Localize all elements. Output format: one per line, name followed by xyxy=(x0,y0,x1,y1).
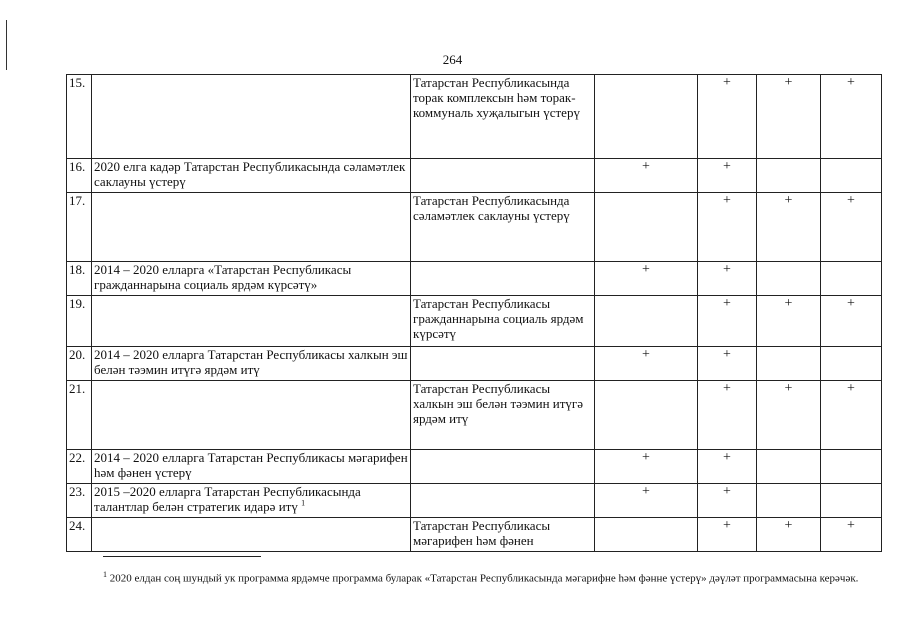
program-title-cell xyxy=(92,518,411,552)
table-row xyxy=(67,262,882,296)
row-number: 24. xyxy=(67,518,92,552)
plus-mark-cell xyxy=(821,450,882,484)
plus-mark-cell: + xyxy=(821,75,882,159)
plus-mark-cell xyxy=(757,159,821,193)
plus-mark-cell xyxy=(757,484,821,518)
plus-mark-cell: + xyxy=(698,159,757,193)
footnote-rule xyxy=(103,556,261,557)
plus-mark-cell xyxy=(595,296,698,347)
program-title-cell xyxy=(92,484,411,518)
subprogram-title-cell xyxy=(411,262,595,296)
plus-mark-cell xyxy=(757,450,821,484)
program-title-cell xyxy=(92,450,411,484)
row-number: 19. xyxy=(67,296,92,347)
page-number: 264 xyxy=(442,52,463,67)
table-row xyxy=(67,484,882,518)
row-number: 23. xyxy=(67,484,92,518)
plus-mark-cell: + xyxy=(698,450,757,484)
plus-mark-cell xyxy=(595,381,698,450)
program-table xyxy=(66,74,882,552)
plus-mark-cell: + xyxy=(698,484,757,518)
table-row xyxy=(67,159,882,193)
plus-mark-cell: + xyxy=(698,193,757,262)
plus-mark-cell: + xyxy=(595,450,698,484)
footnote-reference: 1 xyxy=(301,498,306,508)
plus-mark-cell: + xyxy=(757,518,821,552)
program-title-cell xyxy=(92,159,411,193)
plus-mark-cell xyxy=(595,193,698,262)
plus-mark-cell: + xyxy=(821,193,882,262)
program-title-cell xyxy=(92,381,411,450)
row-number: 22. xyxy=(67,450,92,484)
plus-mark-cell: + xyxy=(698,75,757,159)
plus-mark-cell: + xyxy=(595,159,698,193)
table-row xyxy=(67,450,882,484)
row-number: 18. xyxy=(67,262,92,296)
plus-mark-cell: + xyxy=(757,296,821,347)
table-row xyxy=(67,75,882,159)
row-number: 21. xyxy=(67,381,92,450)
table-row xyxy=(67,193,882,262)
plus-mark-cell: + xyxy=(757,75,821,159)
plus-mark-cell xyxy=(595,75,698,159)
plus-mark-cell: + xyxy=(698,347,757,381)
subprogram-title-cell xyxy=(411,450,595,484)
plus-mark-cell: + xyxy=(698,262,757,296)
footnote xyxy=(103,566,863,588)
plus-mark-cell: + xyxy=(821,518,882,552)
program-title-cell xyxy=(92,75,411,159)
subprogram-title-cell: Татарстан Республикасы гражданнарына социаль ярдәм күрсәтү xyxy=(411,296,595,347)
plus-mark-cell: + xyxy=(698,381,757,450)
plus-mark-cell xyxy=(757,347,821,381)
plus-mark-cell: + xyxy=(595,347,698,381)
plus-mark-cell: + xyxy=(698,518,757,552)
plus-mark-cell xyxy=(757,262,821,296)
program-title-cell xyxy=(92,296,411,347)
row-number: 17. xyxy=(67,193,92,262)
row-number: 15. xyxy=(67,75,92,159)
footnote-marker: 1 xyxy=(103,570,107,579)
subprogram-title-cell: Татарстан Республикасында сәламәтлек саклауны үстерү xyxy=(411,193,595,262)
subprogram-title-cell: Татарстан Республикасында торак комплексын һәм торак-коммуналь хуҗалыгын үстерү xyxy=(411,75,595,159)
plus-mark-cell: + xyxy=(757,381,821,450)
plus-mark-cell xyxy=(821,347,882,381)
row-number: 16. xyxy=(67,159,92,193)
subprogram-title-cell xyxy=(411,484,595,518)
table-row xyxy=(67,347,882,381)
subprogram-title-cell: Татарстан Республикасы халкын эш белән тәэмин итүгә ярдәм итү xyxy=(411,381,595,450)
subprogram-title-cell xyxy=(411,159,595,193)
plus-mark-cell: + xyxy=(757,193,821,262)
program-title: 2014 – 2020 елларга «Татарстан Республикасы гражданнарына социаль ярдәм күрсәтү» xyxy=(94,262,352,292)
program-title: 2015 –2020 елларга Татарстан Республикасында талантлар белән стратегик идарә итү xyxy=(94,484,361,514)
program-title-cell xyxy=(92,347,411,381)
plus-mark-cell: + xyxy=(595,262,698,296)
table-row xyxy=(67,381,882,450)
plus-mark-cell: + xyxy=(821,381,882,450)
program-title: 2014 – 2020 елларга Татарстан Республикасы мәгарифен һәм фәнен үстерү xyxy=(94,450,408,480)
program-title-cell xyxy=(92,193,411,262)
subprogram-title-cell xyxy=(411,347,595,381)
plus-mark-cell: + xyxy=(698,296,757,347)
plus-mark-cell: + xyxy=(595,484,698,518)
program-title: 2020 елга кадәр Татарстан Республикасында сәламәтлек саклауны үстерү xyxy=(94,159,406,189)
plus-mark-cell xyxy=(821,262,882,296)
subprogram-title-cell: Татарстан Республикасы мәгарифен һәм фәнен xyxy=(411,518,595,552)
program-title-cell xyxy=(92,262,411,296)
plus-mark-cell xyxy=(595,518,698,552)
plus-mark-cell xyxy=(821,484,882,518)
footnote-text: 2020 елдан соң шундый ук программа ярдәмче программа буларак «Татарстан Республикасында мәгарифне һәм фәнне үстерү» дәүләт программасына керәчәк. xyxy=(107,572,859,585)
plus-mark-cell: + xyxy=(821,296,882,347)
program-title: 2014 – 2020 елларга Татарстан Республикасы халкын эш белән тәэмин итүгә ярдәм итү xyxy=(94,347,408,377)
table-row xyxy=(67,296,882,347)
table-row xyxy=(67,518,882,552)
plus-mark-cell xyxy=(821,159,882,193)
row-number: 20. xyxy=(67,347,92,381)
